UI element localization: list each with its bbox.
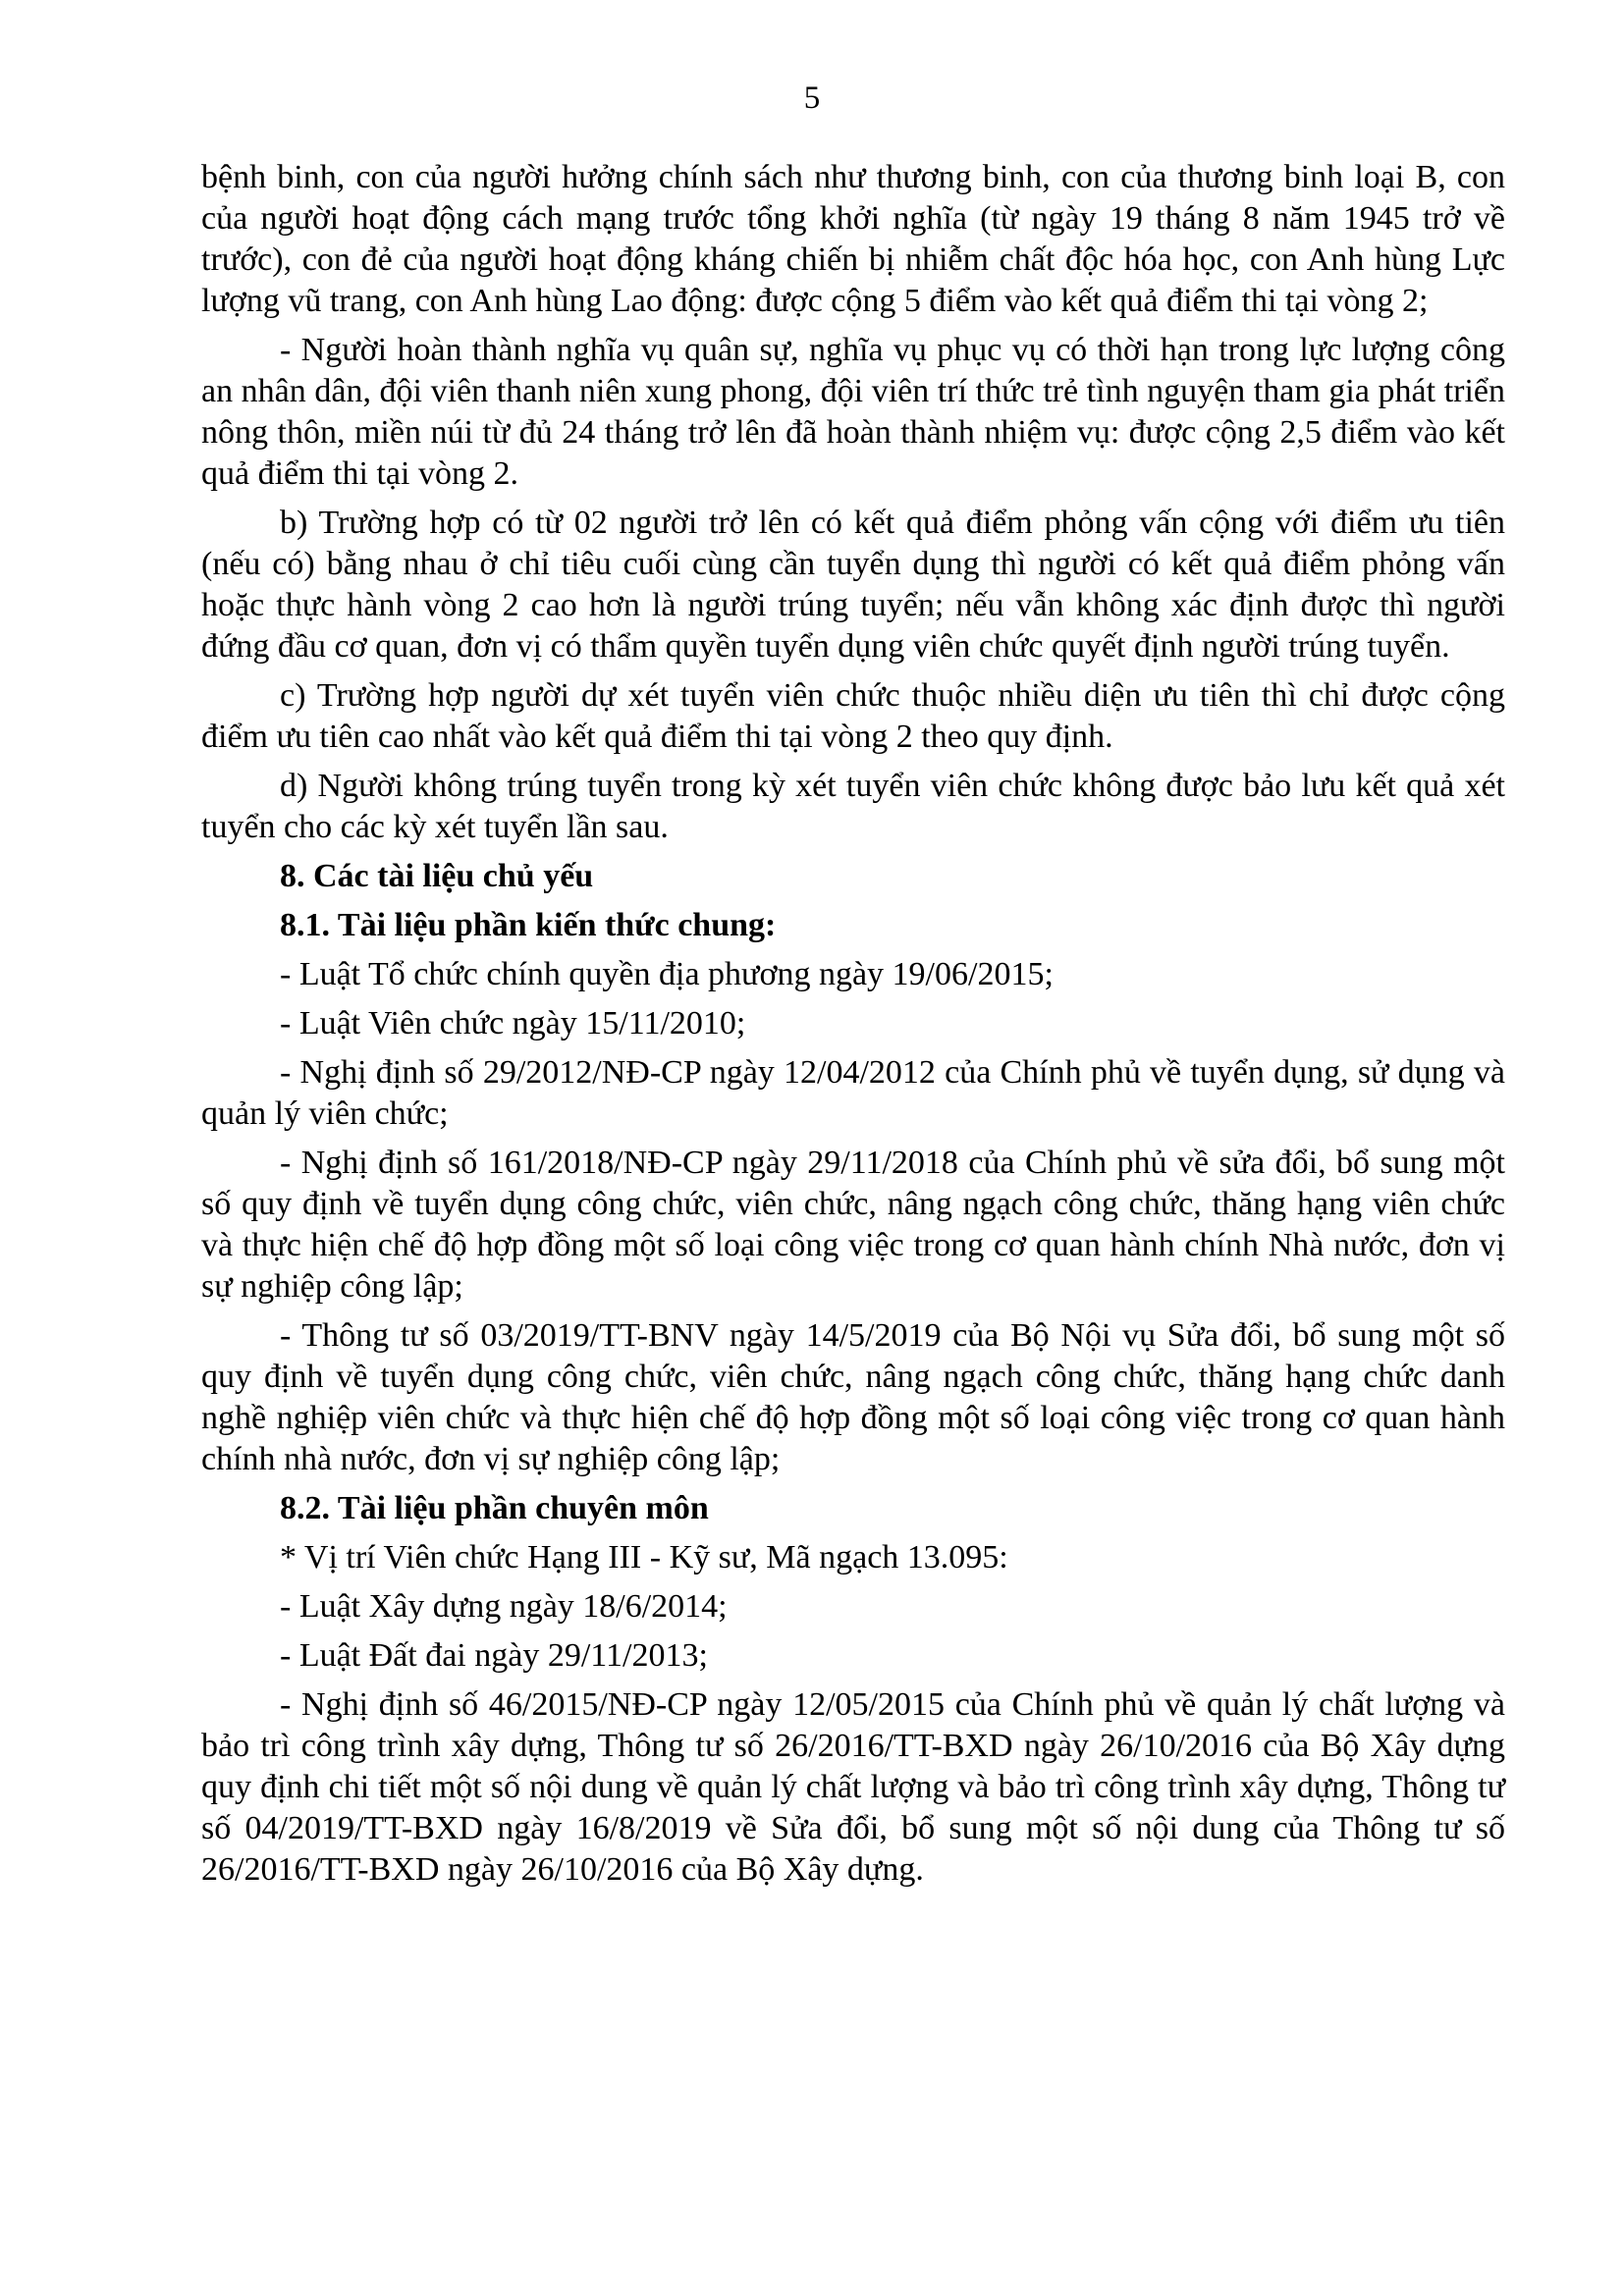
- paragraph-priority-children: bệnh binh, con của người hưởng chính sách như thương binh, con của thương binh loại B, con của người hoạt động cách mạng trước tổng khởi nghĩa (từ ngày 19 tháng 8 năm 1945 trở về trước), con đẻ của người hoạt động kháng chiến bị nhiễm chất độc hóa học, con Anh hùng Lực lượng vũ trang, con Anh hùng Lao động: được cộng 5 điểm vào kết quả điểm thi tại vòng 2;: [201, 159, 1505, 319]
- list-item-law-public-employees: - Luật Viên chức ngày 15/11/2010;: [280, 1005, 746, 1041]
- position-engineer-grade-iii: * Vị trí Viên chức Hạng III - Kỹ sư, Mã ngạch 13.095:: [280, 1539, 1008, 1575]
- document-body: [201, 157, 1505, 1898]
- heading-section-8: 8. Các tài liệu chủ yếu: [280, 858, 594, 894]
- list-item-law-local-government: - Luật Tổ chức chính quyền địa phương ngày 19/06/2015;: [280, 956, 1054, 992]
- heading-section-8-1: 8.1. Tài liệu phần kiến thức chung:: [280, 907, 777, 943]
- list-item-decree-161-2018: - Nghị định số 161/2018/NĐ-CP ngày 29/11/2018 của Chính phủ về sửa đổi, bổ sung một số quy định về tuyển dụng công chức, viên chức, nâng ngạch công chức, thăng hạng viên chức và thực hiện chế độ hợp đồng một số loại công việc trong cơ quan hành chính Nhà nước, đơn vị sự nghiệp công lập;: [201, 1145, 1505, 1305]
- list-item-construction-law: - Luật Xây dựng ngày 18/6/2014;: [280, 1588, 728, 1625]
- list-item-circular-03-2019: - Thông tư số 03/2019/TT-BNV ngày 14/5/2019 của Bộ Nội vụ Sửa đổi, bổ sung một số quy định về tuyển dụng công chức, viên chức, nâng ngạch công chức, thăng hạng chức danh nghề nghiệp viên chức và thực hiện chế độ hợp đồng một số loại công việc trong cơ quan hành chính nhà nước, đơn vị sự nghiệp công lập;: [201, 1317, 1505, 1477]
- list-item-decree-46-2015: - Nghị định số 46/2015/NĐ-CP ngày 12/05/2015 của Chính phủ về quản lý chất lượng và bảo trì công trình xây dựng, Thông tư số 26/2016/TT-BXD ngày 26/10/2016 của Bộ Xây dựng quy định chi tiết một số nội dung về quản lý chất lượng và bảo trì công trình xây dựng, Thông tư số 04/2019/TT-BXD ngày 16/8/2019 về Sửa đổi, bổ sung một số nội dung của Thông tư số 26/2016/TT-BXD ngày 26/10/2016 của Bộ Xây dựng.: [201, 1686, 1505, 1888]
- paragraph-c-multiple-priority: c) Trường hợp người dự xét tuyển viên chức thuộc nhiều diện ưu tiên thì chỉ được cộng điểm ưu tiên cao nhất vào kết quả điểm thi tại vòng 2 theo quy định.: [201, 677, 1505, 755]
- paragraph-b-tie-break: b) Trường hợp có từ 02 người trở lên có kết quả điểm phỏng vấn cộng với điểm ưu tiên (nếu có) bằng nhau ở chỉ tiêu cuối cùng cần tuyển dụng thì người có kết quả điểm phỏng vấn hoặc thực hành vòng 2 cao hơn là người trúng tuyển; nếu vẫn không xác định được thì người đứng đầu cơ quan, đơn vị có thẩm quyền tuyển dụng viên chức quyết định người trúng tuyển.: [201, 505, 1505, 665]
- paragraph-d-no-carryover: d) Người không trúng tuyển trong kỳ xét tuyển viên chức không được bảo lưu kết quả xét tuyển cho các kỳ xét tuyển lần sau.: [201, 768, 1505, 845]
- page-number: 5: [803, 80, 821, 116]
- list-item-land-law: - Luật Đất đai ngày 29/11/2013;: [280, 1637, 708, 1674]
- heading-section-8-2: 8.2. Tài liệu phần chuyên môn: [280, 1490, 709, 1526]
- paragraph-military-service-bonus: - Người hoàn thành nghĩa vụ quân sự, nghĩa vụ phục vụ có thời hạn trong lực lượng công an nhân dân, đội viên thanh niên xung phong, đội viên trí thức trẻ tình nguyện tham gia phát triển nông thôn, miền núi từ đủ 24 tháng trở lên đã hoàn thành nhiệm vụ: được cộng 2,5 điểm vào kết quả điểm thi tại vòng 2.: [201, 332, 1505, 492]
- list-item-decree-29-2012: - Nghị định số 29/2012/NĐ-CP ngày 12/04/2012 của Chính phủ về tuyển dụng, sử dụng và quản lý viên chức;: [201, 1054, 1505, 1132]
